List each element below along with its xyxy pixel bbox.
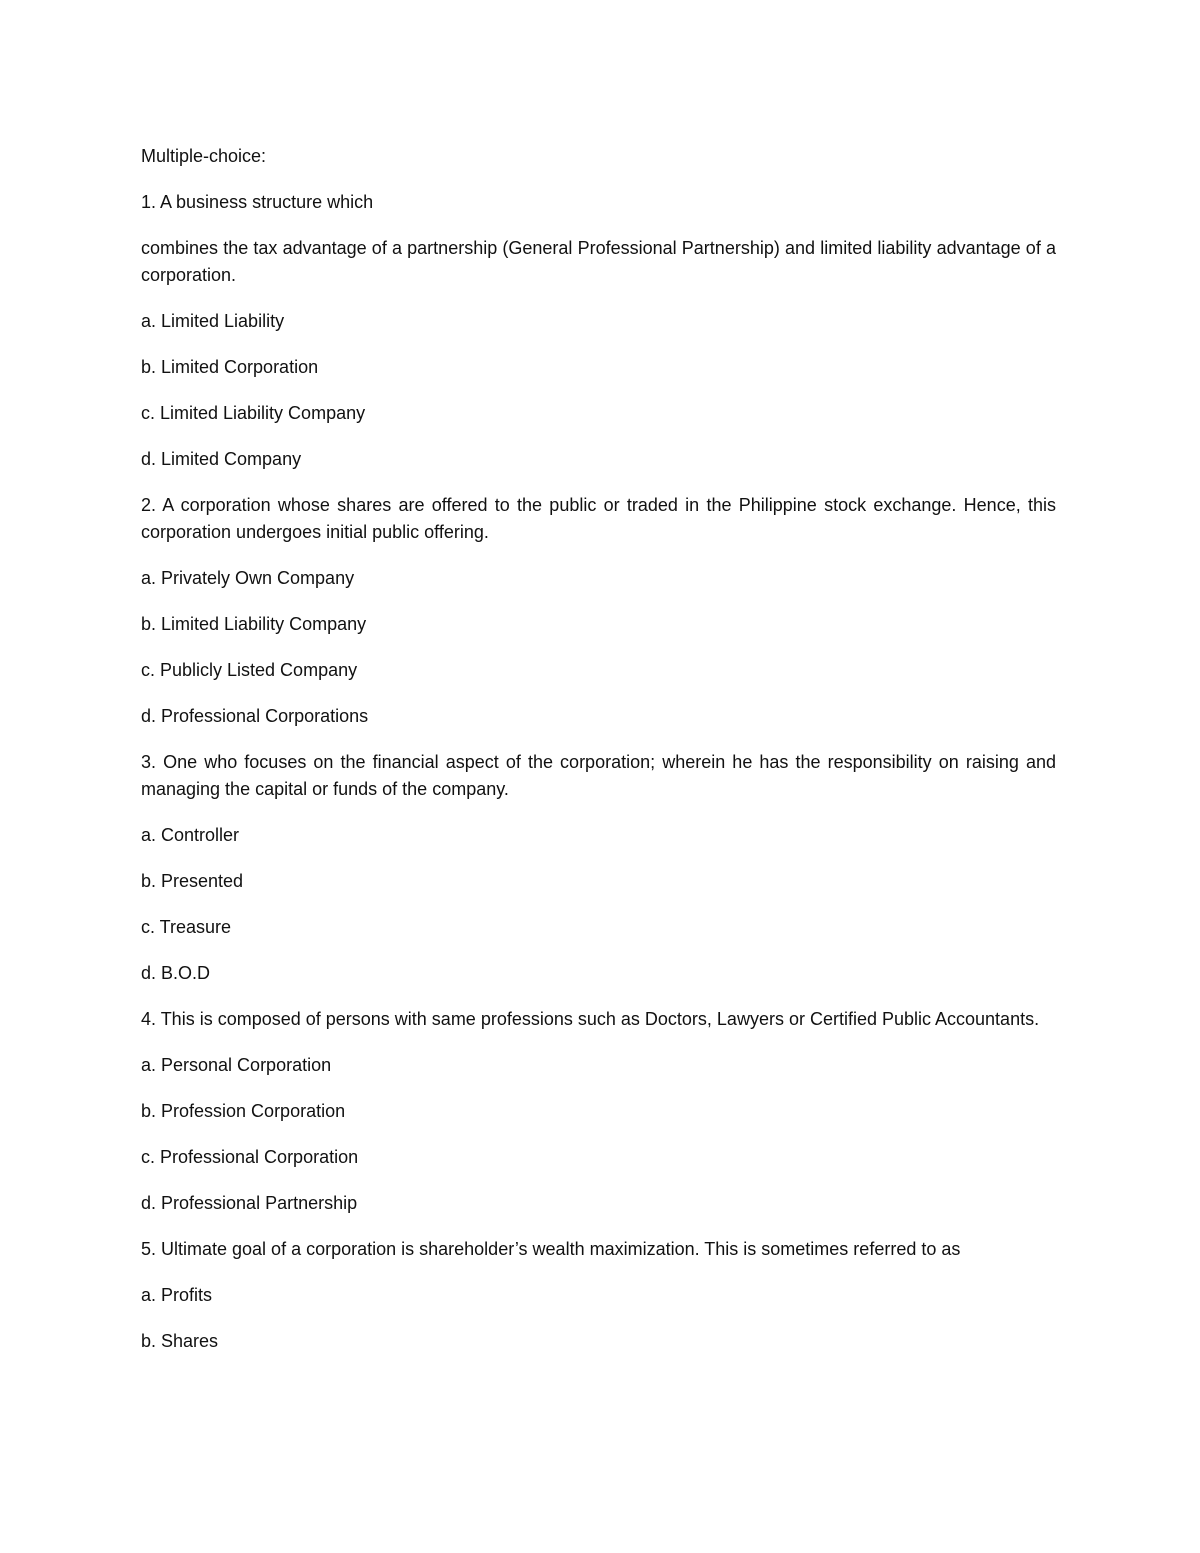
question-3-option-c: c. Treasure [141, 917, 232, 937]
question-3-option-a: a. Controller [141, 825, 240, 845]
question-5-option-b: b. Shares [141, 1331, 219, 1351]
question-1-intro: 1. A business structure which [141, 192, 374, 212]
question-5-text: 5. Ultimate goal of a corporation is shareholder’s wealth maximization. This is sometimes referred to as [141, 1239, 961, 1259]
section-heading: Multiple-choice: [141, 146, 267, 166]
question-3-option-b: b. Presented [141, 871, 244, 891]
question-2-option-a: a. Privately Own Company [141, 568, 355, 588]
question-3-option-d: d. B.O.D [141, 963, 211, 983]
question-1-option-b: b. Limited Corporation [141, 357, 319, 377]
question-2-option-c: c. Publicly Listed Company [141, 660, 358, 680]
question-5-option-a: a. Profits [141, 1285, 213, 1305]
question-2-text: 2. A corporation whose shares are offered to the public or traded in the Philippine stock exchange. Hence, this corporation undergoes initial public offering. [141, 495, 1056, 542]
document-page [141, 143, 1056, 1374]
question-1-option-a: a. Limited Liability [141, 311, 285, 331]
question-2-option-b: b. Limited Liability Company [141, 614, 367, 634]
question-4-text: 4. This is composed of persons with same professions such as Doctors, Lawyers or Certified Public Accountants. [141, 1009, 1040, 1029]
question-4-option-c: c. Professional Corporation [141, 1147, 359, 1167]
question-1-text: combines the tax advantage of a partnership (General Professional Partnership) and limited liability advantage of a corporation. [141, 238, 1056, 285]
question-4-option-d: d. Professional Partnership [141, 1193, 358, 1213]
question-2-option-d: d. Professional Corporations [141, 706, 369, 726]
question-1-option-d: d. Limited Company [141, 449, 302, 469]
question-1-option-c: c. Limited Liability Company [141, 403, 366, 423]
question-4-option-a: a. Personal Corporation [141, 1055, 332, 1075]
question-3-text: 3. One who focuses on the financial aspect of the corporation; wherein he has the responsibility on raising and managing the capital or funds of the company. [141, 752, 1056, 799]
question-4-option-b: b. Profession Corporation [141, 1101, 346, 1121]
